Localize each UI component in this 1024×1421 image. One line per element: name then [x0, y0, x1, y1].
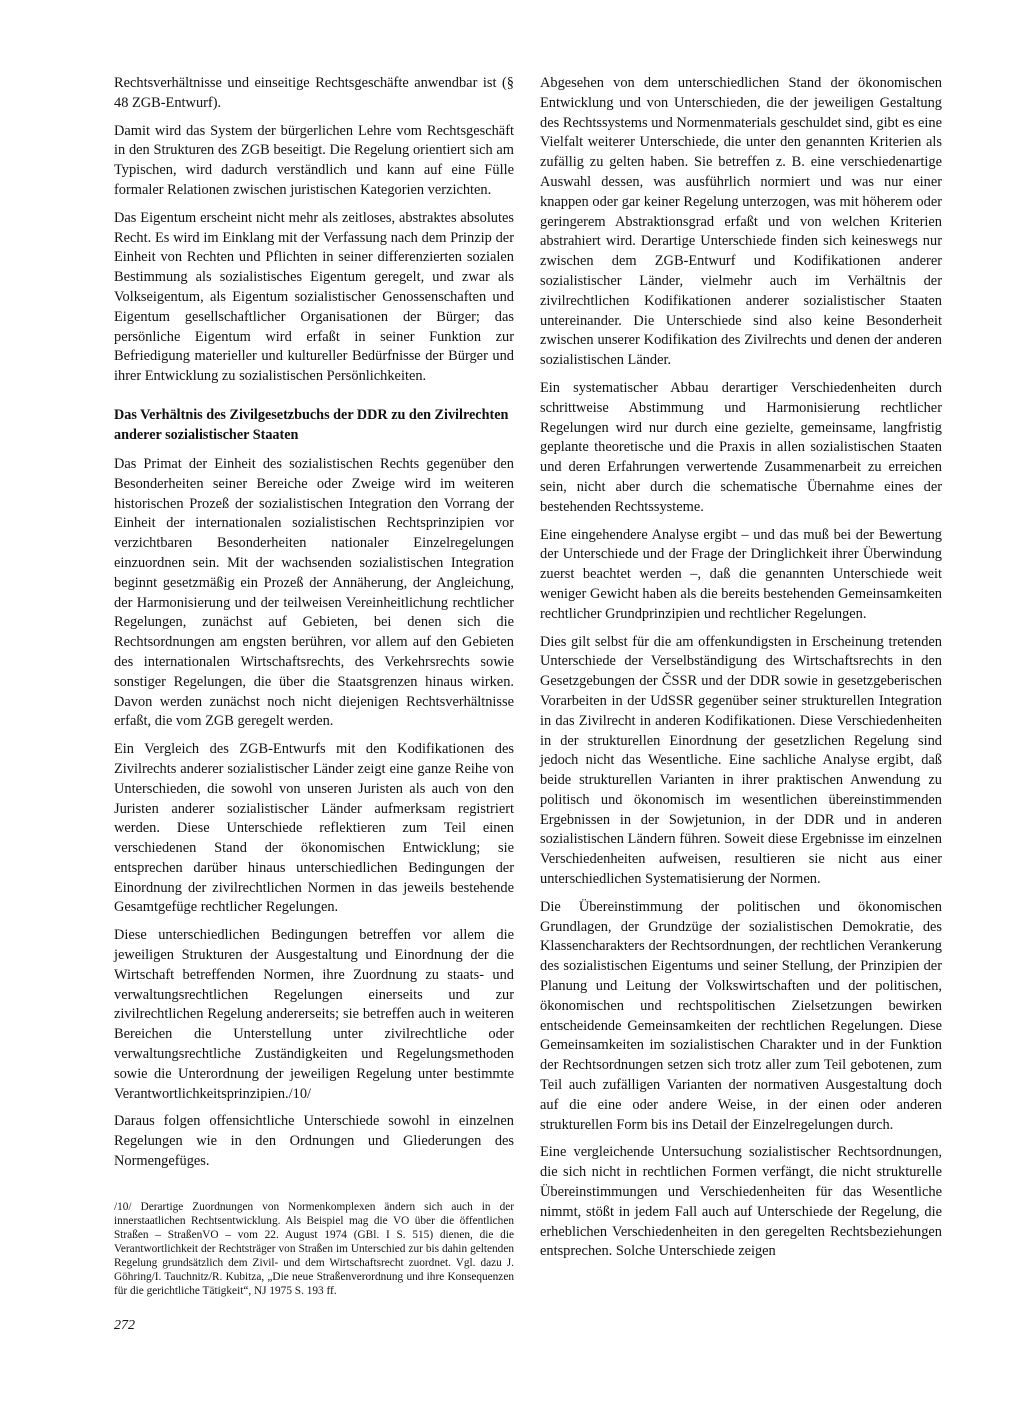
paragraph: Diese unterschiedlichen Bedingungen betreffen vor allem die jeweiligen Strukturen der Ausgestaltung und Einordnung der die Wirtschaft betreffenden Normen, ihre Zuordnung zu staats- und verwaltungsrechtlichen Regelungen einerseits und zur zivilrechtlichen Regelung andererseits; sie betreffen auch in weiteren Bereichen die Unterstellung unter zivilrechtliche oder verwaltungsrechtliche Zuständigkeiten und Regelungsmethoden sowie die Unterordnung der jeweiligen Regelung unter bestimmte Verantwortlichkeitsprinzipien./10/: [114, 927, 514, 1102]
paragraph: Ein Vergleich des ZGB-Entwurfs mit den Kodifikationen des Zivilrechts anderer sozialistischer Länder zeigt eine ganze Reihe von Unterschieden, die sowohl von unseren Juristen als auch von den Juristen anderer sozialistischer Länder aufmerksam registriert werden. Diese Unterschiede reflektieren zum Teil einen verschiedenen Stand der ökonomischen Entwicklung; sie entsprechen darüber hinaus unterschiedlichen Bedingungen der Einordnung der zivilrechtlichen Normen in das jeweils bestehende Gesamtgefüge rechtlicher Regelungen.: [114, 741, 514, 916]
paragraph: Das Eigentum erscheint nicht mehr als zeitloses, abstraktes absolutes Recht. Es wird im Einklang mit der Verfassung nach dem Prinzip der Einheit von Rechten und Pflichten in seiner differenzierten sozialen Bestimmung als sozialistisches Eigentum geregelt, und zwar als Volkseigentum, als Eigentum sozialistischer Genossenschaften und Eigentum gesellschaftlicher Organisationen der Bürger; das persönliche Eigentum wird erfaßt in seiner Funktion zur Befriedigung materieller und kultureller Bedürfnisse der Bürger und ihrer Entwicklung zu sozialistischen Persönlichkeiten.: [114, 209, 514, 385]
paragraph: Eine eingehendere Analyse ergibt – und das muß bei der Bewertung der Unterschiede und der Frage der Dringlichkeit ihrer Überwindung zuerst beachtet werden –, daß die genannten Unterschiede weit weniger Gewicht haben als die bereits bestehenden Gemeinsamkeiten rechtlicher Grundprinzipien und rechtlicher Regelungen.: [540, 526, 942, 622]
page-number: 272: [114, 1318, 135, 1333]
section-heading: Das Verhältnis des Zivilgesetzbuchs der DDR zu den Zivilrechten anderer sozialistischer Staaten: [114, 406, 509, 443]
paragraph: Dies gilt selbst für die am offenkundigsten in Erscheinung tretenden Unterschiede der Verselbständigung des Wirtschaftsrechts in den Gesetzgebungen der ČSSR und der DDR sowie in gesetzgeberischen Vorarbeiten in der UdSSR gegenüber seiner strukturellen Integration in das Zivilrecht in anderen Kodifikationen. Diese Verschiedenheiten in der strukturellen Einordnung der gesetzlichen Regelung sind jedoch nicht das Wesentliche. Eine sachliche Analyse ergibt, daß beide strukturellen Varianten in ihrer praktischen Anwendung zu politisch und ökonomisch im wesentlichen übereinstimmenden Ergebnissen in der Sowjetunion, in der DDR und in anderen sozialistischen Ländern führen. Soweit diese Ergebnisse im einzelnen Verschiedenheiten aufweisen, resultieren sie nicht aus einer unterschiedlichen Systematisierung der Normen.: [540, 633, 942, 888]
paragraph: Das Primat der Einheit des sozialistischen Rechts gegenüber den Besonderheiten seiner Bereiche oder Zweige wird im weiteren historischen Prozeß der sozialistischen Integration den Vorrang der Einheit der internationalen sozialistischen Rechtsprinzipien vor verzichtbaren Besonderheiten nationaler Einzelregelungen einzuordnen sein. Mit der wachsenden sozialistischen Integration beginnt gesetzmäßig ein Prozeß der Annäherung, der Angleichung, der Harmonisierung und der teilweisen Vereinheitlichung rechtlicher Regelungen, zunächst auf Gebieten, bei denen sich die Rechtsordnungen am engsten berühren, vor allem auf den Gebieten des internationalen Wirtschaftsrechts, des Verkehrsrechts sowie sonstiger Regelungen, die über die Staatsgrenzen hinaus wirken. Davon werden zunächst noch nicht diejenigen Rechtsverhältnisse erfaßt, die vom ZGB geregelt werden.: [114, 455, 514, 730]
paragraph: Abgesehen von dem unterschiedlichen Stand der ökonomischen Entwicklung und von Unterschieden, die der jeweiligen Gestaltung des Rechtssystems und Normenmaterials geschuldet sind, gibt es eine Vielfalt weiterer Unterschiede, die unter den genannten Kriterien als zufällig zu gelten haben. Sie betreffen z. B. eine verschiedenartige Auswahl dessen, was ausführlich normiert und was nur einer knappen oder gar keiner Regelung unterzogen, was mit höherem oder geringerem Abstraktionsgrad erfaßt und von welchen Kriterien abstrahiert wird. Derartige Unterschiede finden sich keineswegs nur zwischen dem ZGB-Entwurf und Kodifikationen anderer sozialistischer Länder, vielmehr auch im Verhältnis der zivilrechtlichen Kodifikationen anderer sozialistischer Staaten untereinander. Die Unterschiede sind also keine Besonderheit zwischen unserer Kodifikation des Zivilrechts und denen der anderen sozialistischen Länder.: [540, 75, 942, 369]
paragraph: Die Übereinstimmung der politischen und ökonomischen Grundlagen, der Grundzüge der sozialistischen Demokratie, des Klassencharakters der Rechtsordnungen, der rechtlichen Verankerung des sozialistischen Eigentums und seiner Stellung, der Prinzipien der Planung und Leitung der Volkswirtschaften und der politischen, ökonomischen und rechtspolitischen Zielsetzungen bewirken entscheidende Gemeinsamkeiten der rechtlichen Regelungen. Diese Gemeinsamkeiten im sozialistischen Charakter und in der Funktion der Rechtsordnungen setzen sich trotz aller zum Teil gebotenen, zum Teil auch zufälligen Varianten der normativen Ausgestaltung doch auf die eine oder andere Weise, in der einen oder anderen strukturellen Form bis ins Detail der Einzelregelungen durch.: [540, 898, 942, 1133]
right-column: [540, 74, 942, 1270]
paragraph: Ein systematischer Abbau derartiger Verschiedenheiten durch schrittweise Abstimmung und Harmonisierung rechtlicher Regelungen wird nur durch eine gezielte, gemeinsame, langfristig geplante theoretische und die Praxis in allen sozialistischen Staaten und deren Erfahrungen verwertende Zusammenarbeit zu erreichen sein, nicht aber durch die schematische Übernahme eines der bestehenden Rechtssysteme.: [540, 379, 942, 515]
paragraph: Eine vergleichende Untersuchung sozialistischer Rechtsordnungen, die sich nicht in rechtlichen Formen verfängt, die nicht strukturelle Übereinstimmungen und Verschiedenheiten für das Wesentliche nimmt, stößt in jedem Fall auch auf Unterschiede der Regelung, die erheblichen Verschiedenheiten in den geregelten Rechtsbeziehungen entsprechen. Solche Unterschiede zeigen: [540, 1144, 942, 1260]
footnote: /10/ Derartige Zuordnungen von Normenkomplexen ändern sich auch in der innerstaatlichen Rechtsentwicklung. Als Beispiel mag die VO über die öffentlichen Straßen – StraßenVO – vom 22. August 1974 (GBl. I S. 515) dienen, die die Verantwortlichkeit der Rechtsträger von Straßen im Unterschied zur bis dahin geltenden Regelung grundsätzlich dem Zivil- und dem Wirtschaftsrecht zuordnet. Vgl. dazu J. Göhring/I. Tauchnitz/R. Kubitza, „Die neue Straßenverordnung und ihre Konsequenzen für die gerichtliche Tätigkeit“, NJ 1975 S. 193 ff.: [114, 1200, 514, 1297]
paragraph: Damit wird das System der bürgerlichen Lehre vom Rechtsgeschäft in den Strukturen des ZGB beseitigt. Die Regelung orientiert sich am Typischen, wird dadurch verständlich und kann auf eine Fülle formaler Relationen zwischen juristischen Kategorien verzichten.: [114, 122, 514, 198]
left-column: [114, 74, 514, 1298]
paragraph: Rechtsverhältnisse und einseitige Rechtsgeschäfte anwendbar ist (§ 48 ZGB-Entwurf).: [114, 75, 514, 111]
paragraph: Daraus folgen offensichtliche Unterschiede sowohl in einzelnen Regelungen wie in den Ordnungen und Gliederungen des Normengefüges.: [114, 1113, 514, 1170]
